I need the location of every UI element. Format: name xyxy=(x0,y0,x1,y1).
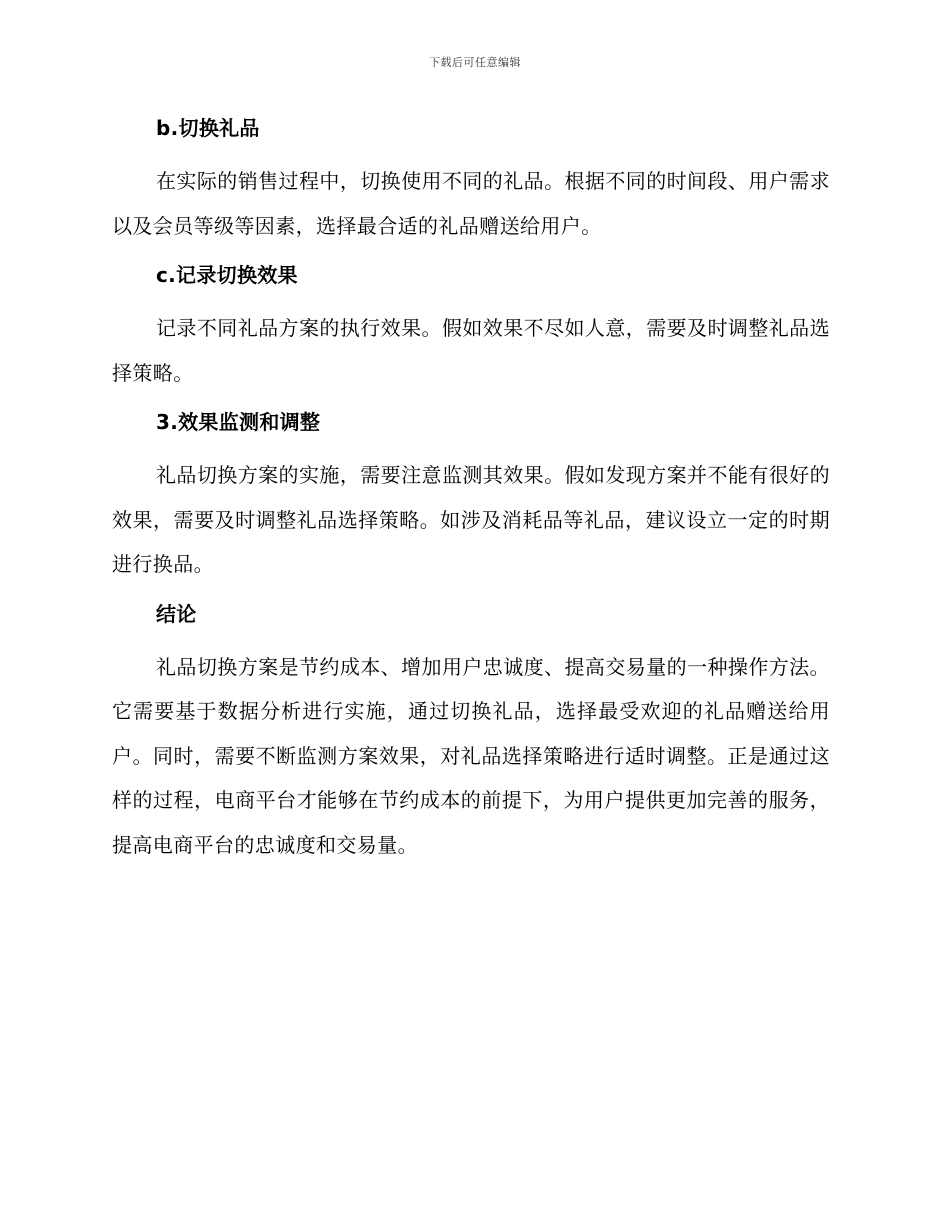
section-heading-record-effect: c.记录切换效果 xyxy=(156,263,298,287)
section-heading-conclusion: 结论 xyxy=(156,601,197,626)
section-paragraph-conclusion: 礼品切换方案是节约成本、增加用户忠诚度、提高交易量的一种操作方法。它需要基于数据分析进行实施，通过切换礼品，选择最受欢迎的礼品赠送给用户。同时，需要不断监测方案效果，对礼品选择策略进行适时调整。正是通过这样的过程，电商平台才能够在节约成本的前提下，为用户提供更加完善的服务，提高电商平台的忠诚度和交易量。 xyxy=(112,654,830,857)
section-paragraph-record-effect: 记录不同礼品方案的执行效果。假如效果不尽如人意，需要及时调整礼品选择策略。 xyxy=(112,316,830,385)
section-paragraph-switch-gifts: 在实际的销售过程中，切换使用不同的礼品。根据不同的时间段、用户需求以及会员等级等因素，选择最合适的礼品赠送给用户。 xyxy=(112,169,830,238)
section-heading-monitor-adjust: 3.效果监测和调整 xyxy=(156,410,321,434)
document-body xyxy=(112,109,830,875)
section-paragraph-monitor-adjust: 礼品切换方案的实施，需要注意监测其效果。假如发现方案并不能有很好的效果，需要及时调整礼品选择策略。如涉及消耗品等礼品，建议设立一定的时期进行换品。 xyxy=(112,463,830,576)
section-heading-switch-gifts: b.切换礼品 xyxy=(156,116,260,140)
page-header: 下载后可任意编辑 xyxy=(429,56,521,69)
